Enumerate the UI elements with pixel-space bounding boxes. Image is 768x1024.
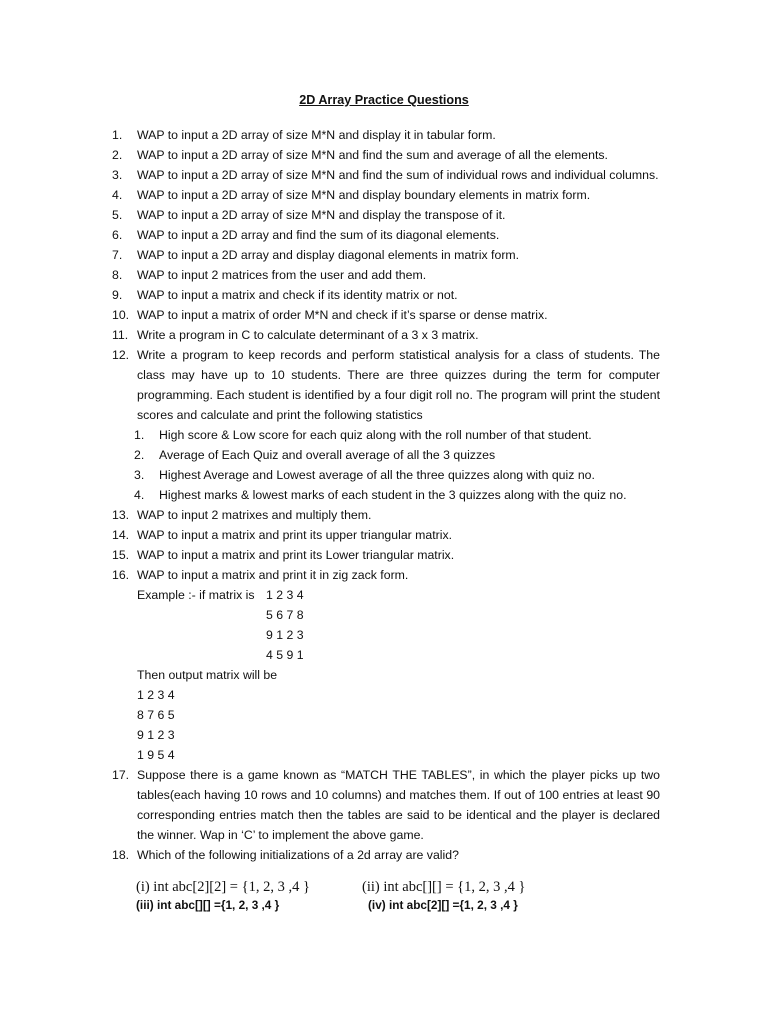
subquestion-number: 1. (134, 428, 145, 442)
output-row: 1 9 5 4 (137, 748, 175, 762)
question-number: 13. (112, 508, 130, 522)
subquestion-text: Highest Average and Lowest average of all the three quizzes along with quiz no. (159, 468, 595, 482)
output-row: 8 7 6 5 (137, 708, 175, 722)
question-text: WAP to input a 2D array and find the sum of its diagonal elements. (137, 228, 500, 242)
question-text: WAP to input a 2D array of size M*N and find the sum of individual rows and individual columns. (137, 168, 659, 182)
question-number: 10. (112, 308, 130, 322)
subquestion-number: 4. (134, 488, 145, 502)
matrix-row: 1 2 3 4 (266, 588, 304, 602)
question-number: 16. (112, 568, 130, 582)
output-row: 1 2 3 4 (137, 688, 175, 702)
question-number: 8. (112, 268, 123, 282)
option-iv: (iv) int abc[2][] ={1, 2, 3 ,4 } (368, 898, 518, 912)
option-i: (i) int abc[2][2] = {1, 2, 3 ,4 } (136, 879, 310, 895)
question-text: WAP to input a matrix and print its upper triangular matrix. (137, 528, 453, 542)
matrix-row: 4 5 9 1 (266, 648, 304, 662)
question-text: WAP to input a matrix and print it in zig zack form. (137, 568, 409, 582)
example-label: Example :- if matrix is (137, 588, 255, 602)
question-text: WAP to input a 2D array and display diagonal elements in matrix form. (137, 248, 520, 262)
question-number: 4. (112, 188, 123, 202)
page-title: 2D Array Practice Questions (299, 93, 469, 107)
question-number: 7. (112, 248, 123, 262)
matrix-row: 5 6 7 8 (266, 608, 304, 622)
question-text: WAP to input a 2D array of size M*N and display it in tabular form. (137, 128, 496, 142)
subquestion-text: Highest marks & lowest marks of each student in the 3 quizzes along with the quiz no. (159, 488, 627, 502)
question-number: 5. (112, 208, 123, 222)
question-number: 12. (112, 348, 130, 362)
question-number: 6. (112, 228, 123, 242)
question-text: WAP to input a 2D array of size M*N and display boundary elements in matrix form. (137, 188, 591, 202)
question-text: WAP to input 2 matrices from the user and add them. (137, 268, 427, 282)
matrix-row: 9 1 2 3 (266, 628, 304, 642)
subquestion-number: 2. (134, 448, 145, 462)
question-number: 15. (112, 548, 130, 562)
subquestion-text: High score & Low score for each quiz along with the roll number of that student. (159, 428, 592, 442)
output-label: Then output matrix will be (137, 668, 278, 682)
question-text: WAP to input a 2D array of size M*N and display the transpose of it. (137, 208, 506, 222)
question-text: Suppose there is a game known as “MATCH THE TABLES”, in which the player picks up two tables(each having 10 rows and 10 columns) and matches them. If out of 100 entries at least 90 corresponding entries match then the tables are said to be identical and the player is declared the winner. Wap in ‘C’ to implement the above game. (137, 768, 660, 842)
question-number: 3. (112, 168, 123, 182)
output-row: 9 1 2 3 (137, 728, 175, 742)
question-text: WAP to input a matrix and print its Lower triangular matrix. (137, 548, 455, 562)
option-ii: (ii) int abc[][] = {1, 2, 3 ,4 } (362, 879, 526, 895)
subquestion-text: Average of Each Quiz and overall average of all the 3 quizzes (159, 448, 496, 462)
question-text: WAP to input a matrix of order M*N and check if it’s sparse or dense matrix. (137, 308, 548, 322)
question-number: 14. (112, 528, 130, 542)
question-number: 2. (112, 148, 123, 162)
question-text: WAP to input a matrix and check if its identity matrix or not. (137, 288, 458, 302)
question-number: 17. (112, 768, 130, 782)
question-text: Which of the following initializations of a 2d array are valid? (137, 848, 459, 862)
question-number: 11. (112, 328, 129, 342)
option-iii: (iii) int abc[][] ={1, 2, 3 ,4 } (136, 898, 280, 912)
question-text: WAP to input 2 matrixes and multiply them. (137, 508, 372, 522)
subquestion-number: 3. (134, 468, 145, 482)
question-text: WAP to input a 2D array of size M*N and find the sum and average of all the elements. (137, 148, 608, 162)
question-number: 18. (112, 848, 130, 862)
question-text: Write a program in C to calculate determinant of a 3 x 3 matrix. (137, 328, 479, 342)
question-number: 1. (112, 128, 123, 142)
question-number: 9. (112, 288, 123, 302)
question-text: Write a program to keep records and perform statistical analysis for a class of students. The class may have up to 10 students. There are three quizzes during the term for computer programming. Each student is identified by a four digit roll no. The program will print the student scores and calculate and print the following statistics (137, 348, 660, 422)
